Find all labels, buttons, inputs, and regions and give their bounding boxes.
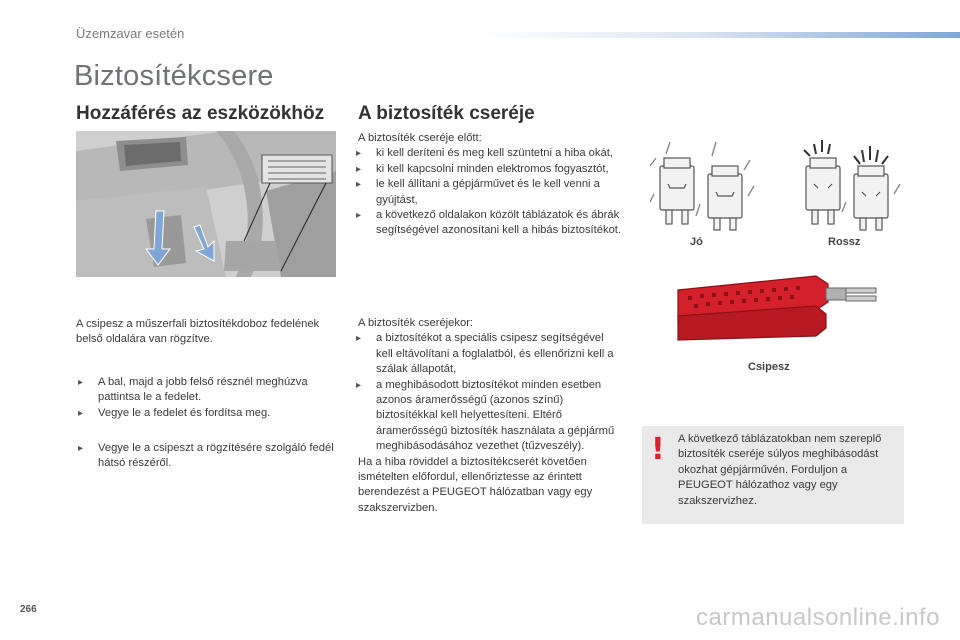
warning-box [642, 426, 904, 524]
bad-fuse-caption: Rossz [828, 236, 861, 248]
left-intro: A csipesz a műszerfali biztosítékdoboz fedelének belső oldalára van rögzítve. [76, 318, 320, 346]
before-label: A biztosíték cseréje előtt: [358, 132, 482, 144]
warning-icon: ! [651, 432, 665, 467]
during-replacement-block [358, 316, 622, 516]
fuse-good-illustration [650, 140, 760, 237]
closing-paragraph: Ha a hiba röviddel a biztosítékcserét követően ismételten előfordul, ellenőriztesse az érintett berendezést a PEUGEOT hálózatban vagy egy szakszervizben. [358, 455, 593, 514]
list-item: ▸ ki kell deríteni és meg kell szüntetni a hiba okát, [354, 146, 622, 161]
warning-text: A következő táblázatokban nem szereplő biztosíték cseréje súlyos meghibásodást okozhat gépjárművén. Forduljon a PEUGEOT hálózathoz vagy egy szakszervizhez. [678, 433, 882, 507]
tweezers-caption: Csipesz [748, 361, 790, 373]
tweezers-illustration [676, 266, 882, 353]
page-title: Biztosítékcsere [74, 60, 274, 92]
before-replacement-block [358, 131, 622, 239]
list-item: ▸ a következő oldalakon közölt táblázatok és ábrák segítségével azonosítani kell a hibás biztosítékot. [354, 208, 622, 239]
running-header: Üzemzavar esetén [76, 26, 185, 41]
header-accent-bar [480, 32, 960, 38]
middle-section-heading: A biztosíték cseréje [358, 103, 535, 124]
page-number: 266 [20, 604, 37, 615]
list-item: ▸ a biztosítékot a speciális csipesz segítségével kell eltávolítani a foglalatból, és ellenőrizni kell a szálak állapotát, [354, 331, 622, 377]
list-item: ▸ ki kell kapcsolni minden elektromos fogyasztót, [354, 162, 622, 177]
fuse-bad-illustration [800, 140, 910, 237]
list-item: ▸ A bal, majd a jobb felső résznél meghúzva pattintsa le a fedelet. [76, 375, 338, 406]
list-item: ▸ a meghibásodott biztosítékot minden esetben azonos áramerősségű (azonos színű) biztosítékkal kell helyettesíteni. Eltérő áramerősségű biztosíték használata a gépjármű meghibásodásához vezethet (tűzveszély). [354, 378, 622, 455]
dashboard-illustration [76, 131, 336, 277]
left-section-heading: Hozzáférés az eszközökhöz [76, 103, 325, 124]
list-item: ▸ le kell állítani a gépjárművet és le kell venni a gyújtást, [354, 177, 622, 208]
list-item: ▸ Vegye le a fedelet és fordítsa meg. [76, 406, 338, 421]
left-last-step [76, 441, 338, 472]
during-label: A biztosíték cseréjekor: [358, 317, 474, 329]
good-fuse-caption: Jó [690, 236, 703, 248]
during-list [354, 331, 622, 454]
dashboard-fusebox-photo [76, 131, 336, 277]
before-list [354, 146, 622, 238]
watermark: carmanualsonline.info [696, 604, 940, 631]
left-steps-list [76, 375, 338, 421]
list-item: ▸ Vegye le a csipeszt a rögzítésére szolgáló fedél hátsó részéről. [76, 441, 338, 472]
